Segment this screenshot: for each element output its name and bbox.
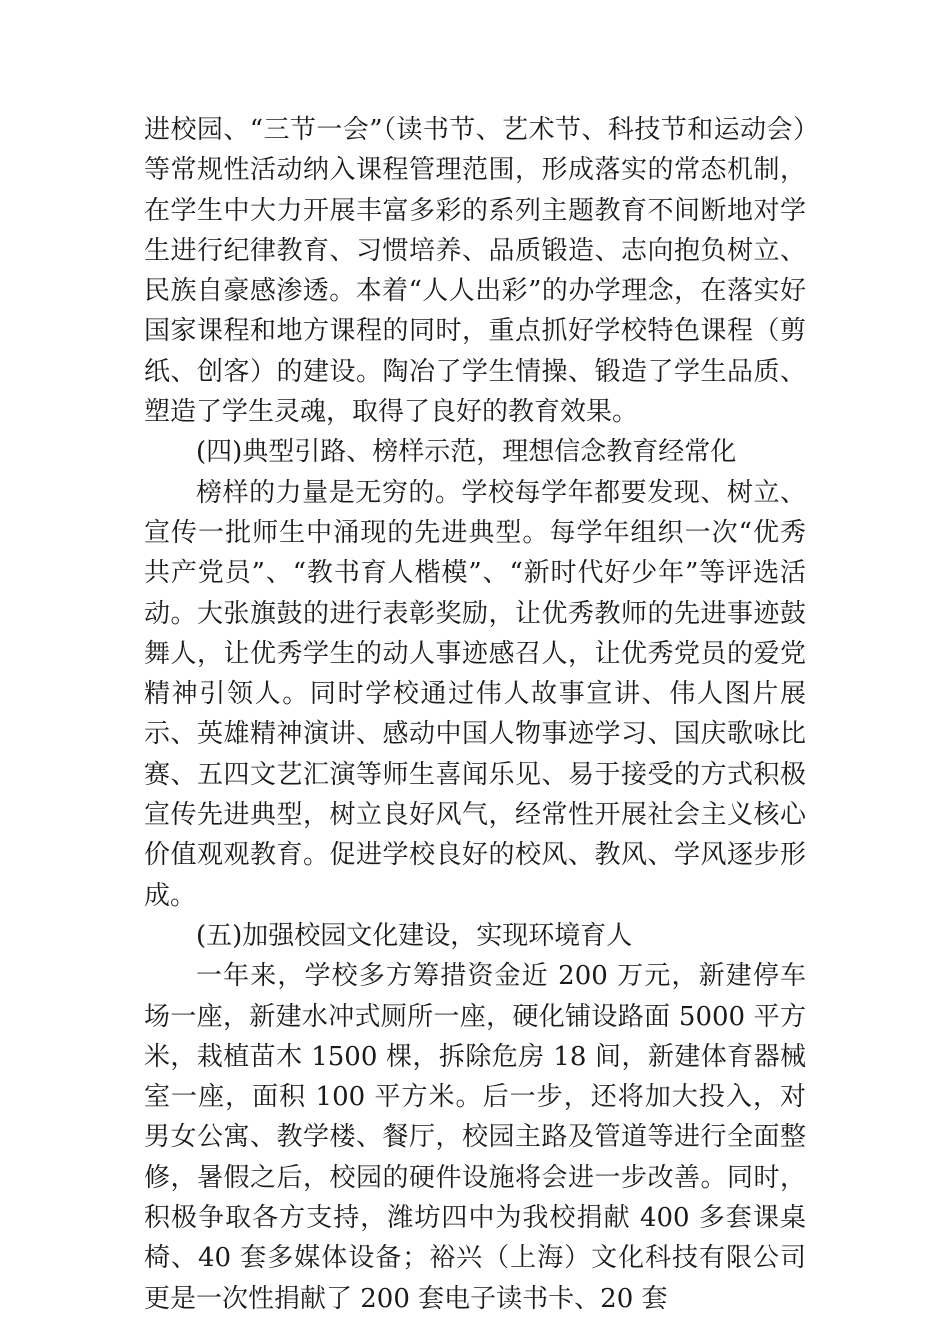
paragraph-campus-construction: 一年来，学校多方筹措资金近 200 万元，新建停车场一座，新建水冲式厕所一座，硬化铺设路面 5000 平方米，栽植苗木 1500 棵，拆除危房 18 间，新建体育器械室一座，面积 100 平方米。后一步，还将加大投入，对男女公寓、教学楼、餐厅，校园主路及管道等进行全面整修，暑假之后，校园的硬件设施将会进一步改善。同时，积极争取各方支持，潍坊四中为我校捐献 400 多套课桌椅、40 套多媒体设备；裕兴（上海）文化科技有限公司更是一次性捐献了 200 套电子读书卡、20 套 — [144, 961, 806, 1314]
section-heading-4: (四)典型引路、榜样示范，理想信念教育经常化 — [196, 437, 737, 468]
paragraph-role-models: 榜样的力量是无穷的。学校每学年都要发现、树立、宣传一批师生中涌现的先进典型。每学年组织一次“优秀共产党员”、“教书育人楷模”、“新时代好少年”等评选活动。大张旗鼓的进行表彰奖励，让优秀教师的先进事迹鼓舞人，让优秀学生的动人事迹感召人，让优秀党员的爱党精神引领人。同时学校通过伟人故事宣讲、伟人图片展示、英雄精神演讲、感动中国人物事迹学习、国庆歌咏比赛、五四文艺汇演等师生喜闻乐见、易于接受的方式积极宣传先进典型，树立良好风气，经常性开展社会主义核心价值观观教育。促进学校良好的校风、教风、学风逐步形成。 — [144, 477, 806, 911]
section-heading-5: (五)加强校园文化建设，实现环境育人 — [196, 920, 633, 951]
document-page — [144, 110, 806, 1319]
paragraph-school-activities: 进校园、“三节一会”（读书节、艺术节、科技节和运动会）等常规性活动纳入课程管理范围，形成落实的常态机制，在学生中大力开展丰富多彩的系列主题教育不间断地对学生进行纪律教育、习惯培养、品质锻造、志向抱负树立、民族自豪感渗透。本着“人人出彩”的办学理念，在落实好国家课程和地方课程的同时，重点抓好学校特色课程（剪纸、创客）的建设。陶冶了学生情操、锻造了学生品质、塑造了学生灵魂，取得了良好的教育效果。 — [144, 115, 806, 428]
